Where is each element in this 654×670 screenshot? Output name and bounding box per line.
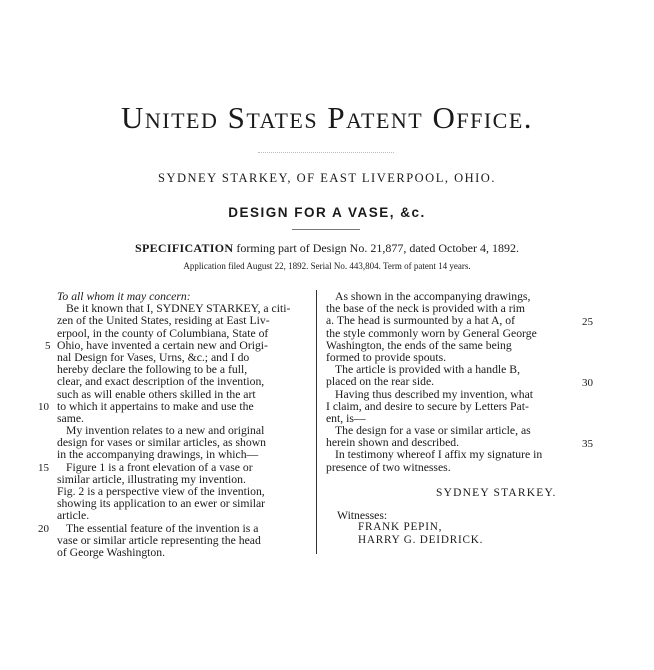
body-line: The article is provided with a handle B,	[335, 363, 520, 377]
body-line: Ohio, have invented a certain new and Origi-	[57, 338, 268, 352]
body-line: zen of the United States, residing at East Liv-	[57, 314, 270, 328]
body-line: In testimony whereof I affix my signature in	[335, 448, 543, 462]
body-line: erpool, in the county of Columbiana, State of	[57, 326, 269, 340]
body-line: Figure 1 is a front elevation of a vase or	[66, 460, 253, 474]
body-line: the style commonly worn by General George	[326, 326, 537, 340]
body-line: design for vases or similar articles, as shown	[57, 436, 267, 450]
body-line: vase or similar article representing the head	[57, 533, 261, 547]
salutation: To all whom it may concern:	[57, 290, 191, 303]
body-line: Fig. 2 is a perspective view of the invention,	[57, 485, 265, 498]
body-line: clear, and exact description of the invention,	[57, 375, 265, 389]
body-line: in the accompanying drawings, in which—	[57, 448, 259, 462]
inventor-line: SYDNEY STARKEY, OF EAST LIVERPOOL, OHIO.	[158, 171, 496, 185]
body-line: Having thus described my invention, what	[335, 387, 534, 401]
body-line: The design for a vase or similar article, as	[335, 424, 531, 438]
body-line: ent, is—	[326, 411, 366, 425]
design-title: DESIGN FOR A VASE, &c.	[228, 205, 426, 220]
body-line: nal Design for Vases, Urns, &c.; and I do	[57, 350, 250, 364]
body-line: herein shown and described.	[326, 436, 460, 450]
body-line: Be it known that I, SYDNEY STARKEY, a citi-	[66, 302, 291, 316]
specification-details: forming part of Design No. 21,877, dated October 4, 1892.	[233, 241, 519, 255]
body-line: hereby declare the following to be a full,	[57, 363, 248, 377]
line-number: 5	[45, 340, 51, 352]
body-line: article.	[57, 509, 90, 523]
line-number: 30	[582, 377, 593, 389]
line-number: 15	[38, 462, 49, 474]
witness-name: HARRY G. DEIDRICK.	[358, 534, 484, 546]
body-line: As shown in the accompanying drawings,	[335, 290, 531, 303]
body-line: to which it appertains to make and use the	[57, 399, 254, 413]
body-line: the base of the neck is provided with a rim	[326, 302, 525, 316]
right-column	[326, 291, 542, 474]
body-line: of George Washington.	[57, 545, 166, 559]
witness-name: FRANK PEPIN,	[358, 521, 443, 533]
specification-label: SPECIFICATION	[135, 241, 234, 255]
witnesses-label: Witnesses:	[337, 509, 388, 522]
body-line: showing its application to an ewer or similar	[57, 497, 266, 511]
body-line: formed to provide spouts.	[326, 350, 447, 364]
line-number: 10	[38, 401, 49, 413]
title-rule	[292, 229, 360, 230]
body-line: same.	[57, 411, 84, 425]
signature: SYDNEY STARKEY.	[436, 487, 557, 499]
body-line: Washington, the ends of the same being	[326, 338, 512, 352]
body-line: The essential feature of the invention is a	[66, 521, 259, 535]
body-line: similar article, illustrating my invention.	[57, 472, 246, 486]
body-line: such as will enable others skilled in the art	[57, 387, 256, 401]
body-line: I claim, and desire to secure by Letters Pat-	[326, 399, 529, 413]
line-number: 35	[582, 438, 593, 450]
body-line: presence of two witnesses.	[326, 460, 451, 474]
column-divider	[316, 290, 317, 554]
application-line: Application filed August 22, 1892. Serial No. 443,804. Term of patent 14 years.	[183, 261, 471, 271]
line-number: 25	[582, 316, 593, 328]
specification-line	[0, 241, 654, 256]
body-line: a. The head is surmounted by a hat A, of	[326, 314, 516, 328]
left-column	[57, 291, 290, 559]
office-title: United States Patent Office.	[120, 100, 534, 135]
body-line: placed on the rear side.	[326, 375, 435, 389]
line-number: 20	[38, 523, 49, 535]
header-rule	[258, 152, 394, 153]
body-line: My invention relates to a new and original	[66, 424, 265, 438]
